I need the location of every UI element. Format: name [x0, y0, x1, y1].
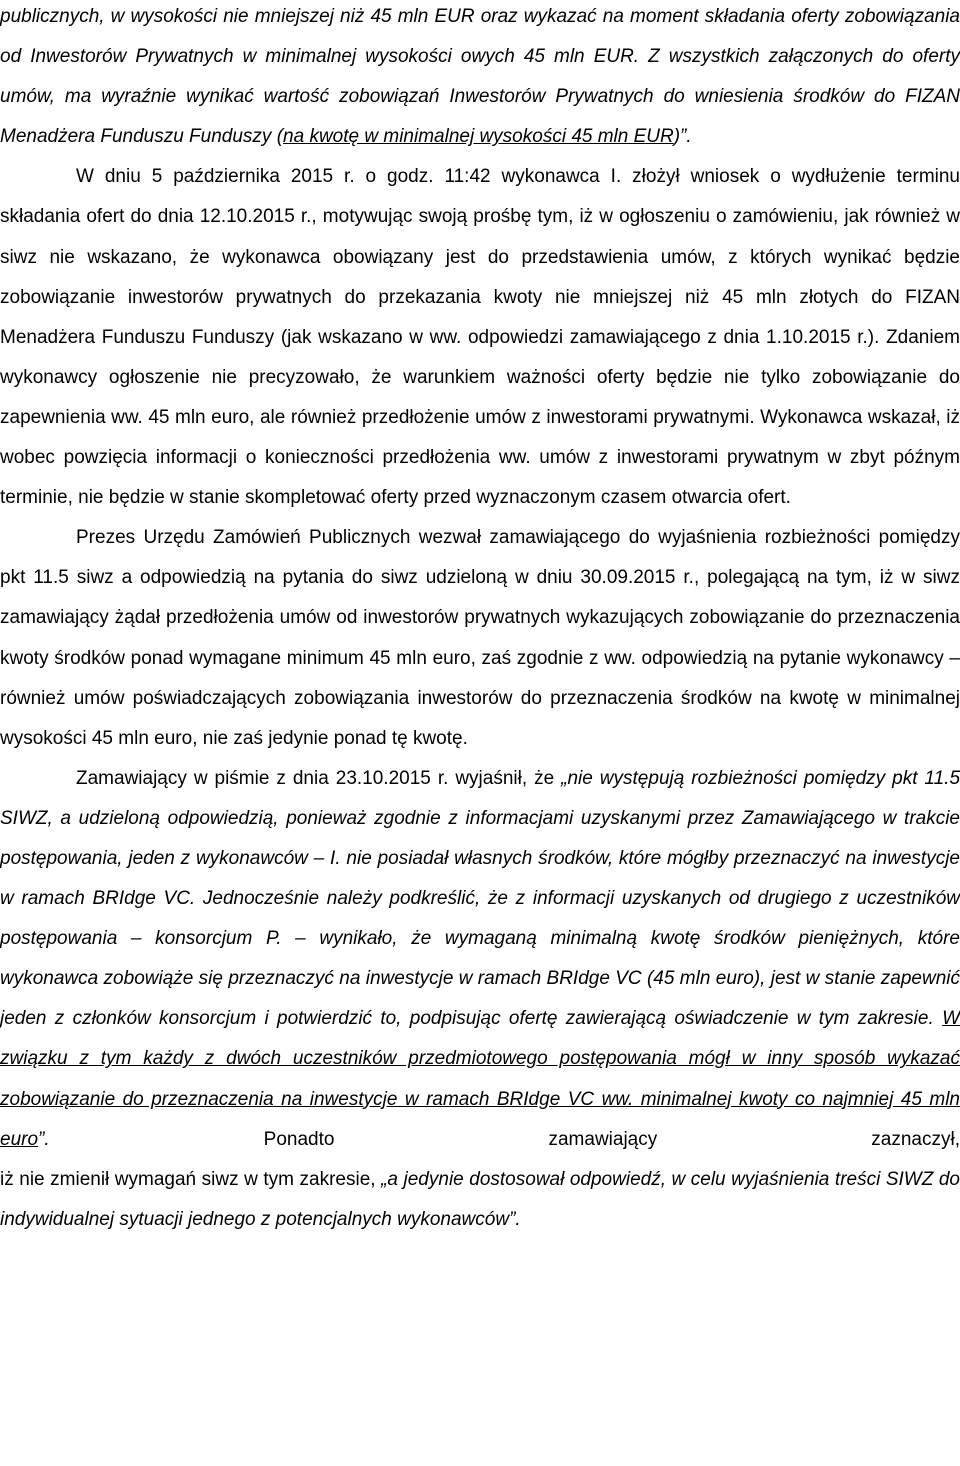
text-segment: Prezes Urzędu Zamówień Publicznych wezwał zamawiającego do wyjaśnienia rozbieżności pomiędzy pkt 11.5 siwz a odpowiedzią na pytania do siwz udzieloną w dniu 30.09.2015 r., polegającą na tym, iż w siwz zamawiający żądał przedłożenia umów od inwestorów prywatnych wykazujących zobowiązanie do przeznaczenia kwoty środków ponad wymagane minimum 45 mln euro, zaś zgodnie z ww. odpowiedzią na pytanie wykonawcy – również umów poświadczających zobowiązania inwestorów do przeznaczenia środków na kwotę w minimalnej wysokości 45 mln euro, nie zaś jedynie ponad tę kwotę. [0, 527, 960, 749]
paragraph-5 [0, 1160, 960, 1240]
text-segment: Zamawiający w piśmie z dnia 23.10.2015 r. wyjaśnił, że [76, 767, 562, 789]
paragraph-4 [0, 759, 960, 1160]
text-segment: )”. [673, 126, 692, 148]
text-segment: publicznych, w wysokości nie mniejszej niż 45 mln EUR oraz wykazać na moment składania oferty zobowiązania od Inwestorów Prywatnych w minimalnej wysokości owych 45 mln EUR. Z wszystkich załączonych do oferty umów, ma wyraźnie wynikać wartość zobowiązań Inwestorów Prywatnych do wniesienia środków do FIZAN Menadżera Funduszu Funduszy ( [0, 6, 960, 148]
quote-segment: „a jedynie dostosował odpowiedź, w celu wyjaśnienia treści SIWZ do indywidualnej sytuacji jednego z potencjalnych wykonawców”. [0, 1168, 960, 1230]
quote-segment: „nie występują rozbieżności pomiędzy pkt 11.5 SIWZ, a udzieloną odpowiedzią, ponieważ zgodnie z informacjami uzyskanymi przez Zamawiającego w trakcie postępowania, jeden z wykonawców – I. nie posiadał własnych środków, które mógłby przeznaczyć na inwestycje w ramach BRIdge VC. Jednocześnie należy podkreślić, że z informacji uzyskanych od drugiego z uczestników postępowania – konsorcjum P. – wynikało, że wymaganą minimalną kwotę środków pieniężnych, które wykonawca zobowiąże się przeznaczyć na inwestycje w ramach BRIdge VC (45 mln euro), jest w stanie zapewnić jeden z członków konsorcjum i potwierdzić to, podpisując ofertę zawierającą oświadczenie w tym zakresie. [0, 767, 960, 1030]
paragraph-3 [0, 518, 960, 759]
paragraph-1 [0, 0, 960, 157]
text-segment: Ponadto zamawiający zaznaczył, [263, 1128, 960, 1150]
text-segment: W dniu 5 października 2015 r. o godz. 11:42 wykonawca I. złożył wniosek o wydłużenie terminu składania ofert do dnia 12.10.2015 r., motywując swoją prośbę tym, iż w ogłoszeniu o zamówieniu, jak również w siwz nie wskazano, że wykonawca obowiązany jest do przedstawienia umów, z których wynikać będzie zobowiązanie inwestorów prywatnych do przekazania kwoty nie mniejszej niż 45 mln złotych do FIZAN Menadżera Funduszu Funduszy (jak wskazano w ww. odpowiedzi zamawiającego z dnia 1.10.2015 r.). Zdaniem wykonawcy ogłoszenie nie precyzowało, że warunkiem ważności oferty będzie nie tylko zobowiązanie do zapewnienia ww. 45 mln euro, ale również przedłożenie umów z inwestorami prywatnymi. Wykonawca wskazał, iż wobec powzięcia informacji o konieczności przedłożenia ww. umów z inwestorami prywatnym w zbyt późnym terminie, nie będzie w stanie skompletować oferty przed wyznaczonym czasem otwarcia ofert. [0, 166, 960, 509]
paragraph-2 [0, 157, 960, 518]
quote-segment: ”. [38, 1128, 264, 1150]
quote-segment-underlined: W związku z tym każdy z dwóch uczestników przedmiotowego postępowania mógł w inny sposób wykazać zobowiązanie do przeznaczenia na inwestycje w ramach BRIdge VC ww. minimalnej kwoty co najmniej 45 mln euro [0, 1008, 960, 1150]
text-segment-underlined: na kwotę w minimalnej wysokości 45 mln EUR [283, 126, 674, 148]
text-segment: iż nie zmienił wymagań siwz w tym zakresie, [0, 1168, 382, 1190]
